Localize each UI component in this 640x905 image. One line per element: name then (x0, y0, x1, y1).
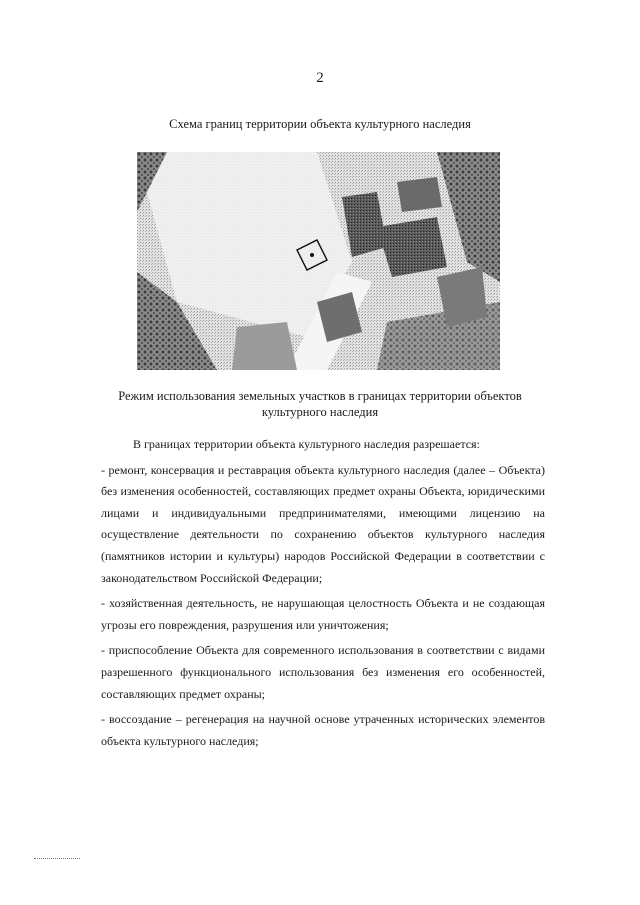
scheme-title: Схема границ территории объекта культурного наследия (169, 117, 471, 131)
section-title: Режим использования земельных участков в границах территории объектов культурного наследия (118, 389, 522, 419)
list-item: - приспособление Объекта для современного использования в соответствии с видами разрешенного функционального использования без изменения его особенностей, составляющих предмет охраны; (101, 643, 545, 701)
list-item: - ремонт, консервация и реставрация объекта культурного наследия (далее – Объекта) без изменения особенностей, составляющих предмет охраны Объекта, юридическими лицами и индивидуальными предпринимателями, имеющими лицензию на осуществление деятельности по сохранению объектов культурного наследия (памятников истории и культуры) народов Российской Федерации в соответствии с законодательством Российской Федерации; (101, 462, 545, 585)
list-item: - хозяйственная деятельность, не нарушающая целостность Объекта и не создающая угрозы его повреждения, разрушения или уничтожения; (101, 596, 545, 632)
body-text (101, 434, 545, 756)
aerial-map-image (137, 152, 500, 370)
intro-paragraph: В границах территории объекта культурного наследия разрешается: (133, 437, 480, 451)
map-building-6 (232, 322, 297, 370)
list-item: - воссоздание – регенерация на научной основе утраченных исторических элементов объекта культурного наследия; (101, 712, 545, 748)
map-object-point (310, 253, 314, 257)
footer-mark (34, 858, 80, 860)
page-number: 2 (316, 70, 324, 86)
map-building-3 (397, 177, 442, 212)
